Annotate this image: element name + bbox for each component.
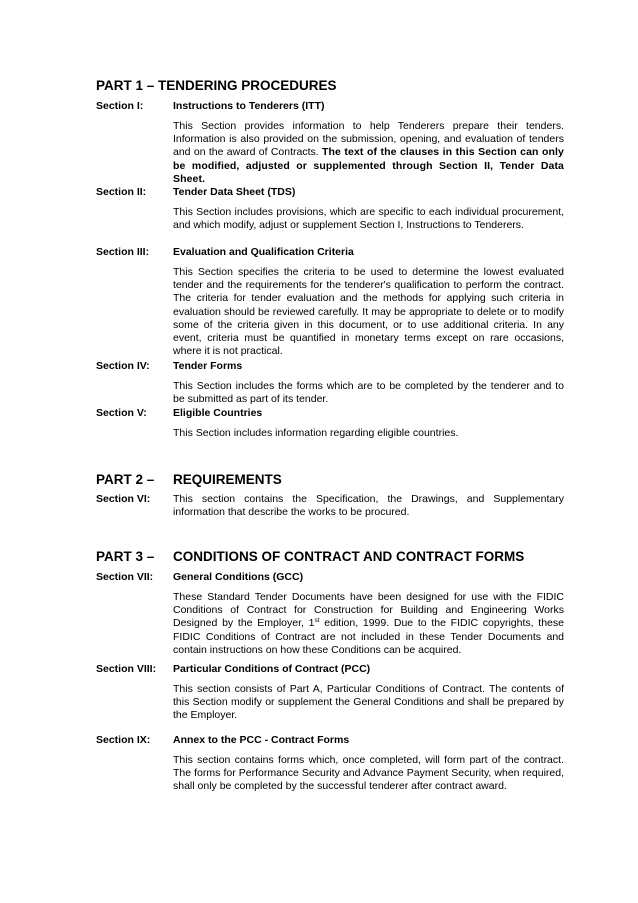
part-number: PART 3 – (96, 549, 155, 564)
section-body-text: edition, 1999. Due to the FIDIC copyrights, these FIDIC Conditions of Contract are not included in these Tender Documents and contain instructions on how these Conditions can be acquired. (173, 617, 564, 656)
section-3 (96, 246, 564, 358)
section-title: Annex to the PCC - Contract Forms (173, 734, 350, 746)
part-3-heading (96, 549, 564, 565)
section-label: Section III: (96, 246, 150, 258)
section-title: Eligible Countries (173, 407, 263, 419)
part-title: CONDITIONS OF CONTRACT AND CONTRACT FORMS (173, 549, 525, 564)
section-body: This Section specifies the criteria to be used to determine the lowest evaluated tender and the requirements for the tenderer's qualification to perform the contract. The criteria for tender evaluation and the methods for applying such criteria in evaluation should be reviewed carefully. It may be appropriate to delete or to modify some of the criteria given in this document, or to use additional criteria. In any event, criteria must be quantified in monetary terms except on rare occasions, where it is not practical. (173, 266, 564, 358)
section-body: This section contains the Specification, the Drawings, and Supplementary information that describe the works to be procured. (173, 493, 564, 519)
section-body: This section consists of Part A, Particular Conditions of Contract. The contents of this Section modify or supplement the General Conditions and shall be prepared by the Employer. (173, 683, 564, 722)
section-body-emphasis: The text of the clauses in this Section can only be modified, adjusted or supplemented through Section II, Tender Data Sheet. (173, 146, 564, 185)
section-label: Section I: (96, 100, 144, 112)
section-title: Instructions to Tenderers (ITT) (173, 100, 325, 112)
section-label: Section VIII: (96, 663, 157, 675)
ordinal-suffix: st (314, 617, 320, 625)
section-8 (96, 663, 564, 723)
section-body (173, 591, 564, 657)
section-7 (96, 571, 564, 657)
section-body: This Section includes provisions, which are specific to each individual procurement, and which modify, adjust or supplement Section I, Instructions to Tenderers. (173, 206, 564, 232)
section-label: Section VII: (96, 571, 154, 583)
section-label: Section VI: (96, 493, 151, 505)
section-body-text: These Standard Tender Documents have been designed for use with the FIDIC Conditions of Contract for Construction for Building and Engineering Works Designed by the Employer, 1 (173, 591, 564, 630)
section-body: This section contains forms which, once completed, will form part of the contract. The forms for Performance Security and Advance Payment Security, when required, shall only be completed by the successful tenderer after contract award. (173, 754, 564, 793)
part-2-heading (96, 472, 564, 488)
section-2 (96, 186, 564, 232)
section-title: General Conditions (GCC) (173, 571, 304, 583)
section-body-text: This Section provides information to help Tenderers prepare their tenders. Information is also provided on the submission, opening, and evaluation of tenders and on the award of Contracts. (173, 120, 564, 159)
section-title: Tender Data Sheet (TDS) (173, 186, 296, 198)
section-5 (96, 407, 564, 440)
section-body (173, 120, 564, 186)
part-1-heading: PART 1 – TENDERING PROCEDURES (96, 78, 337, 93)
section-label: Section IX: (96, 734, 151, 746)
section-title: Particular Conditions of Contract (PCC) (173, 663, 371, 675)
section-title: Tender Forms (173, 360, 243, 372)
section-6 (96, 493, 564, 519)
section-label: Section IV: (96, 360, 150, 372)
section-9 (96, 734, 564, 794)
section-4 (96, 360, 564, 406)
section-body: This Section includes the forms which are to be completed by the tenderer and to be submitted as part of its tender. (173, 380, 564, 406)
section-body: This Section includes information regarding eligible countries. (173, 427, 459, 439)
part-number: PART 2 – (96, 472, 155, 487)
section-1 (96, 100, 564, 186)
section-label: Section II: (96, 186, 147, 198)
part-title: REQUIREMENTS (173, 472, 282, 487)
section-label: Section V: (96, 407, 147, 419)
section-title: Evaluation and Qualification Criteria (173, 246, 354, 258)
